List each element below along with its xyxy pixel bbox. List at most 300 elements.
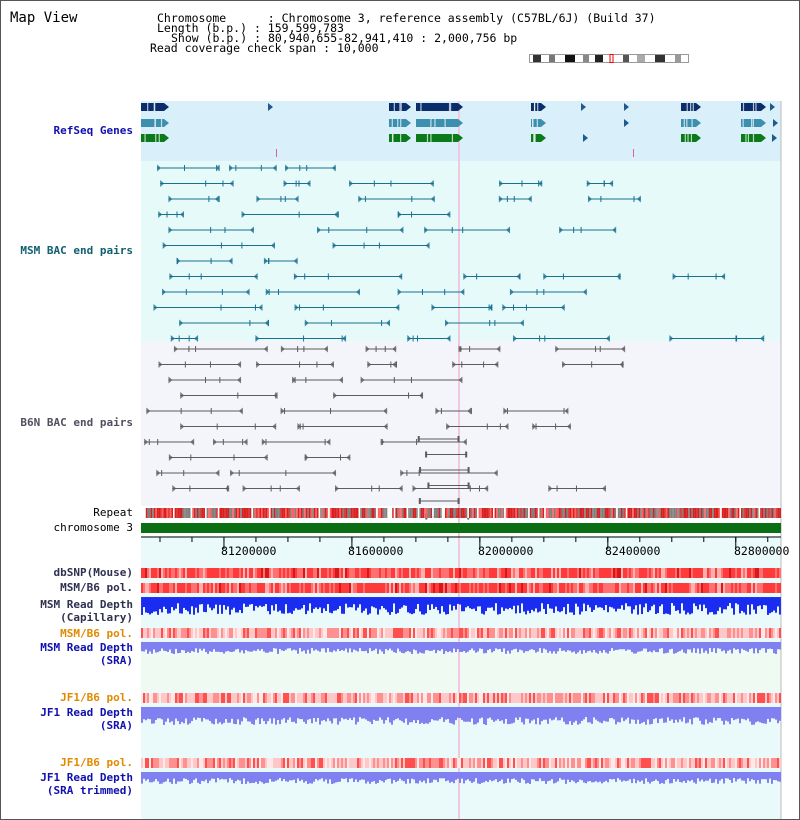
jf1-b6-pol-2-cell [269, 758, 271, 768]
msm-b6-pol-2-cell [529, 628, 531, 638]
dbsnp-cell [389, 568, 391, 578]
jf1-b6-pol-2-cell [617, 758, 619, 768]
jf1-trim-depth-bar [491, 772, 493, 781]
jf1-b6-pol-cell [483, 693, 485, 703]
msm-depth-bar [213, 597, 215, 608]
dbsnp-cell [751, 568, 753, 578]
msm-depth-bar [181, 597, 183, 614]
jf1-b6-pol-2-cell [301, 758, 303, 768]
msm-b6-pol-cell [441, 583, 443, 593]
msm-b6-pol-2-cell [145, 628, 147, 638]
msm-b6-pol-cell [563, 583, 565, 593]
dbsnp-cell [553, 568, 555, 578]
dbsnp-cell [517, 568, 519, 578]
jf1-b6-pol-cell [693, 693, 695, 703]
jf1-trim-depth-bar [603, 772, 605, 782]
repeat-cell [650, 508, 652, 518]
jf1-sra-depth-bar [365, 707, 367, 719]
msm-b6-pol-cell [751, 583, 753, 593]
msm-depth-bar [461, 597, 463, 611]
msm-depth-bar [475, 597, 477, 611]
repeat-cell [571, 508, 573, 518]
msm-depth-bar [229, 597, 231, 615]
msm-sra-depth-bar [571, 642, 573, 652]
msm-b6-pol-cell [555, 583, 557, 593]
dbsnp-cell [387, 568, 389, 578]
jf1-b6-pol-2-cell [653, 758, 655, 768]
msm-depth-bar [337, 597, 339, 609]
dbsnp-cell [759, 568, 761, 578]
repeat-cell [493, 508, 495, 518]
jf1-trim-depth-bar [763, 772, 765, 779]
msm-b6-pol-2-cell [653, 628, 655, 638]
msm-pair-tick [210, 227, 211, 233]
msm-pair-tick [379, 243, 380, 249]
repeat-cell [264, 508, 266, 518]
msm-b6-pol-2-cell [687, 628, 689, 638]
msm-sra-depth-bar [393, 642, 395, 652]
msm-depth-bar [621, 597, 623, 605]
jf1-b6-pol-2-cell [365, 758, 367, 768]
jf1-trim-depth-bar [359, 772, 361, 780]
msm-b6-pol-2-cell [437, 628, 439, 638]
msm-b6-pol-2-cell [279, 628, 281, 638]
jf1-trim-depth-bar [617, 772, 619, 778]
jf1-b6-pol-cell [549, 693, 551, 703]
dbsnp-cell [499, 568, 501, 578]
repeat-cell [290, 508, 292, 518]
msm-depth-bar [775, 597, 777, 613]
dbsnp-cell [581, 568, 583, 578]
jf1-trim-depth-bar [405, 772, 407, 784]
jf1-b6-pol-2-label: JF1/B6 pol. [60, 756, 133, 769]
msm-depth-bar [651, 597, 653, 606]
msm-b6-pol-cell [755, 583, 757, 593]
msm-depth-bar [677, 597, 679, 610]
jf1-b6-pol-2-cell [477, 758, 479, 768]
msm-b6-pol-2-cell [777, 628, 779, 638]
jf1-b6-pol-2-cell [169, 758, 171, 768]
jf1-b6-pol-2-cell [481, 758, 483, 768]
jf1-trim-depth-bar [179, 772, 181, 781]
dbsnp-cell [667, 568, 669, 578]
msm-b6-pol-2-cell [617, 628, 619, 638]
jf1-b6-pol-2-cell [355, 758, 357, 768]
jf1-trim-depth-bar [711, 772, 713, 783]
msm-sra-depth-bar [343, 642, 345, 651]
jf1-trim-depth-bar [489, 772, 491, 780]
repeat-cell [424, 508, 426, 518]
msm-sra-depth-bar [341, 642, 343, 650]
gene-block [531, 103, 541, 111]
msm-depth-bar [529, 597, 531, 613]
repeat-cell [483, 508, 485, 518]
msm-bac-track-bg [141, 161, 781, 341]
repeat-cell [381, 508, 383, 518]
jf1-sra-depth-bar [505, 707, 507, 719]
msm-b6-pol-cell [437, 583, 439, 593]
repeat-cell [501, 508, 503, 518]
dbsnp-cell [589, 568, 591, 578]
dbsnp-cell [545, 568, 547, 578]
jf1-b6-pol-2-cell [595, 758, 597, 768]
repeat-cell [479, 508, 481, 518]
b6n-pair-tick [316, 362, 317, 368]
jf1-trim-depth-bar [439, 772, 441, 778]
jf1-sra-depth-bar [707, 707, 709, 724]
msm-b6-pol-2-cell [729, 628, 731, 638]
dbsnp-cell [285, 568, 287, 578]
repeat-cell [751, 508, 753, 518]
msm-sra-depth-bar [255, 642, 257, 651]
gene-exon-gap [445, 119, 446, 127]
msm-depth-bar [711, 597, 713, 612]
msm-depth-bar [605, 597, 607, 605]
msm-pair-tick [491, 305, 492, 311]
msm-b6-pol-2-cell [155, 628, 157, 638]
jf1-sra-depth-bar [637, 707, 639, 720]
b6n-pair-tick [340, 455, 341, 461]
msm-b6-pol-2-cell [463, 628, 465, 638]
dbsnp-cell [255, 568, 257, 578]
jf1-sra-depth-bar [349, 707, 351, 718]
msm-sra-depth-bar [145, 642, 147, 650]
msm-b6-pol-cell [779, 583, 781, 593]
jf1-b6-pol-2-cell [219, 758, 221, 768]
msm-b6-pol-2-cell [769, 628, 771, 638]
dbsnp-cell [585, 568, 587, 578]
dbsnp-cell [365, 568, 367, 578]
jf1-trim-depth-bar [419, 772, 421, 781]
msm-b6-pol-cell [553, 583, 555, 593]
jf1-trim-depth-bar [185, 772, 187, 779]
jf1-b6-pol-cell [715, 693, 717, 703]
msm-sra-depth-bar [155, 642, 157, 653]
repeat-cell [216, 508, 218, 518]
jf1-sra-depth-bar [363, 707, 365, 718]
msm-b6-pol-cell [505, 583, 507, 593]
jf1-trim-depth-bar [191, 772, 193, 783]
msm-sra-depth-bar [677, 642, 679, 652]
msm-pair-tick [364, 243, 365, 249]
dbsnp-cell [167, 568, 169, 578]
msm-depth-bar [363, 597, 365, 611]
jf1-sra-depth-bar [681, 707, 683, 722]
jf1-b6-pol-2-cell [153, 758, 155, 768]
jf1-sra-depth-bar [313, 707, 315, 718]
repeat-cell [207, 508, 209, 518]
jf1-b6-pol-2-cell [429, 758, 431, 768]
msm-b6-pol-cell [445, 583, 447, 593]
repeat-cell [763, 508, 765, 518]
jf1-sra-depth-bar [691, 707, 693, 724]
jf1-sra-depth-bar [759, 707, 761, 722]
jf1-sra-depth-bar [201, 707, 203, 722]
jf1-trim-depth-bar [499, 772, 501, 781]
repeat-cell [291, 508, 293, 518]
jf1-sra-depth-bar [407, 707, 409, 725]
msm-sra-depth-bar [149, 642, 151, 651]
msm-depth-bar [455, 597, 457, 610]
jf1-b6-pol-2-cell [363, 758, 365, 768]
msm-b6-pol-cell [639, 583, 641, 593]
msm-b6-pol-2-cell [483, 628, 485, 638]
jf1-sra-depth-bar [391, 707, 393, 725]
repeat-cell [560, 508, 562, 518]
dbsnp-cell [489, 568, 491, 578]
jf1-trim-depth-bar [577, 772, 579, 782]
msm-b6-pol-cell [289, 583, 291, 593]
msm-sra-depth-bar [543, 642, 545, 649]
msm-b6-pol-cell [293, 583, 295, 593]
msm-sra-depth-bar [197, 642, 199, 653]
jf1-b6-pol-cell [249, 693, 251, 703]
jf1-trim-depth-bar [313, 772, 315, 782]
jf1-b6-pol-2-cell [327, 758, 329, 768]
msm-depth-bar [745, 597, 747, 615]
msm-b6-pol-2-cell [193, 628, 195, 638]
msm-b6-pol-cell [741, 583, 743, 593]
repeat-cell [511, 508, 513, 518]
msm-sra-depth-bar [473, 642, 475, 650]
jf1-b6-pol-2-cell [453, 758, 455, 768]
b6n-pair-tick [379, 486, 380, 492]
repeat-cell [426, 508, 428, 518]
msm-sra-depth-bar [697, 642, 699, 649]
msm-b6-pol-2-cell [217, 628, 219, 638]
msm-depth-bar [467, 597, 469, 606]
jf1-b6-pol-2-cell [411, 758, 413, 768]
msm-b6-pol-2-label: MSM/B6 pol. [60, 627, 133, 640]
dbsnp-cell [713, 568, 715, 578]
msm-b6-pol-2-cell [539, 628, 541, 638]
repeat-cell [146, 508, 148, 518]
jf1-trim-depth-bar [581, 772, 583, 780]
msm-depth-bar [751, 597, 753, 604]
jf1-trim-depth-bar [751, 772, 753, 779]
msm-depth-bar [767, 597, 769, 615]
repeat-cell [295, 508, 297, 518]
repeat-cell [240, 508, 242, 518]
jf1-b6-pol-2-cell [589, 758, 591, 768]
msm-b6-pol-cell [181, 583, 183, 593]
dbsnp-cell [165, 568, 167, 578]
jf1-b6-pol-cell [735, 693, 737, 703]
jf1-trim-depth-bar [403, 772, 405, 781]
jf1-b6-pol-2-cell [409, 758, 411, 768]
jf1-sra-depth-bar [209, 707, 211, 721]
repeat-cell [243, 508, 245, 518]
repeat-cell [739, 508, 741, 518]
msm-b6-pol-2-cell [523, 628, 525, 638]
msm-sra-depth-bar [553, 642, 555, 651]
jf1-trim-depth-bar [227, 772, 229, 782]
msm-b6-pol-cell [169, 583, 171, 593]
repeat-cell [427, 508, 429, 518]
jf1-b6-pol-cell [763, 693, 765, 703]
b6n-pair-tick [285, 470, 286, 476]
jf1-trim-depth-bar [735, 772, 737, 781]
msm-b6-pol-cell [439, 583, 441, 593]
msm-b6-pol-2-cell [667, 628, 669, 638]
dbsnp-cell [523, 568, 525, 578]
msm-b6-pol-2-cell [683, 628, 685, 638]
jf1-trim-depth-bar [625, 772, 627, 781]
jf1-b6-pol-cell [751, 693, 753, 703]
repeat-cell [562, 508, 564, 518]
repeat-cell [637, 508, 639, 518]
msm-depth-bar [719, 597, 721, 607]
b6n-pair-tick [183, 470, 184, 476]
repeat-cell [471, 508, 473, 518]
jf1-b6-pol-cell [369, 693, 371, 703]
msm-sra-depth-bar [665, 642, 667, 653]
dbsnp-cell [347, 568, 349, 578]
jf1-trim-depth-bar [633, 772, 635, 779]
msm-b6-pol-cell [215, 583, 217, 593]
jf1-b6-pol-2-cell [773, 758, 775, 768]
repeat-cell [714, 508, 716, 518]
jf1-sra-depth-bar [765, 707, 767, 724]
msm-b6-pol-cell [583, 583, 585, 593]
msm-b6-pol-2-cell [723, 628, 725, 638]
jf1-trim-depth-bar [363, 772, 365, 780]
dbsnp-cell [605, 568, 607, 578]
msm-b6-pol-cell [419, 583, 421, 593]
jf1-sra-depth-bar [215, 707, 217, 719]
jf1-trim-depth-bar [231, 772, 233, 780]
dbsnp-cell [147, 568, 149, 578]
msm-sra-depth-bar [443, 642, 445, 654]
msm-pair-tick [365, 196, 366, 202]
msm-depth-bar [777, 597, 779, 606]
jf1-b6-pol-2-cell [397, 758, 399, 768]
dbsnp-cell [739, 568, 741, 578]
msm-b6-pol-cell [531, 583, 533, 593]
jf1-b6-pol-2-cell [309, 758, 311, 768]
jf1-sra-depth-bar [461, 707, 463, 720]
jf1-b6-pol-cell [573, 693, 575, 703]
b6n-pair-tick [411, 377, 412, 383]
msm-pair-tick [634, 196, 635, 202]
repeat-cell [415, 508, 417, 518]
jf1-b6-pol-2-cell [449, 758, 451, 768]
jf1-b6-pol-cell [365, 693, 367, 703]
jf1-sra-depth-bar [539, 707, 541, 725]
jf1-b6-pol-cell [615, 693, 617, 703]
repeat-cell [171, 508, 173, 518]
jf1-trim-depth-bar [775, 772, 777, 780]
msm-depth-bar [705, 597, 707, 608]
msm-pair-tick [186, 289, 187, 295]
repeat-cell [754, 508, 756, 518]
jf1-trim-depth-bar [259, 772, 261, 781]
dbsnp-cell [703, 568, 705, 578]
msm-b6-pol-cell [255, 583, 257, 593]
jf1-b6-pol-2-cell [495, 758, 497, 768]
jf1-trim-depth-bar [515, 772, 517, 780]
repeat-cell [491, 508, 493, 518]
dbsnp-cell [679, 568, 681, 578]
msm-sra-depth-bar [593, 642, 595, 650]
dbsnp-cell [737, 568, 739, 578]
jf1-sra-depth-bar [417, 707, 419, 720]
jf1-sra-depth-bar [657, 707, 659, 723]
msm-depth-bar [525, 597, 527, 614]
msm-b6-pol-cell [489, 583, 491, 593]
jf1-trim-depth-bar [667, 772, 669, 779]
jf1-sra-depth-bar [229, 707, 231, 723]
jf1-b6-pol-2-cell [157, 758, 159, 768]
msm-b6-pol-cell [297, 583, 299, 593]
msm-b6-pol-2-cell [373, 628, 375, 638]
jf1-b6-pol-cell [333, 693, 335, 703]
msm-b6-pol-cell [385, 583, 387, 593]
dbsnp-cell [279, 568, 281, 578]
dbsnp-cell [259, 568, 261, 578]
jf1-b6-pol-2-cell [479, 758, 481, 768]
msm-depth-bar [577, 597, 579, 607]
repeat-cell [616, 508, 618, 518]
repeat-cell [307, 508, 309, 518]
jf1-b6-pol-2-cell [371, 758, 373, 768]
msm-b6-pol-2-cell [183, 628, 185, 638]
repeat-cell [184, 508, 186, 518]
msm-depth-bar [507, 597, 509, 609]
msm-sra-depth-bar [433, 642, 435, 650]
b6n-pair-tick [280, 486, 281, 492]
msm-depth-bar [487, 597, 489, 608]
dbsnp-cell [319, 568, 321, 578]
repeat-cell [178, 508, 180, 518]
dbsnp-cell [231, 568, 233, 578]
msm-b6-pol-cell [151, 583, 153, 593]
jf1-sra-depth-bar [615, 707, 617, 724]
b6n-pair-tick [487, 424, 488, 430]
msm-depth-bar [299, 597, 301, 610]
dbsnp-cell [677, 568, 679, 578]
jf1-sra-depth-bar [217, 707, 219, 724]
jf1-b6-pol-cell [753, 693, 755, 703]
msm-b6-pol-cell [447, 583, 449, 593]
msm-depth-bar [735, 597, 737, 603]
msm-depth-bar [597, 597, 599, 608]
jf1-b6-pol-cell [611, 693, 613, 703]
jf1-b6-pol-2-cell [341, 758, 343, 768]
jf1-sra-depth-bar [627, 707, 629, 718]
msm-b6-pol-cell [299, 583, 301, 593]
msm-sra-depth-bar [763, 642, 765, 648]
gene-exon-gap [400, 134, 401, 142]
repeat-cell [603, 508, 605, 518]
msm-b6-pol-cell [379, 583, 381, 593]
jf1-b6-pol-2-cell [629, 758, 631, 768]
gene-block [531, 134, 541, 142]
jf1-b6-pol-cell [719, 693, 721, 703]
jf1-b6-pol-2-cell [759, 758, 761, 768]
jf1-b6-pol-cell [521, 693, 523, 703]
msm-b6-pol-cell [317, 583, 319, 593]
msm-b6-pol-cell [721, 583, 723, 593]
jf1-b6-pol-cell [413, 693, 415, 703]
jf1-sra-depth-bar [463, 707, 465, 722]
repeat-cell [578, 508, 580, 518]
jf1-sra-depth-bar [429, 707, 431, 722]
msm-b6-pol-2-cell [581, 628, 583, 638]
jf1-b6-pol-2-cell [731, 758, 733, 768]
dbsnp-cell [777, 568, 779, 578]
msm-sra-depth-bar [519, 642, 521, 650]
